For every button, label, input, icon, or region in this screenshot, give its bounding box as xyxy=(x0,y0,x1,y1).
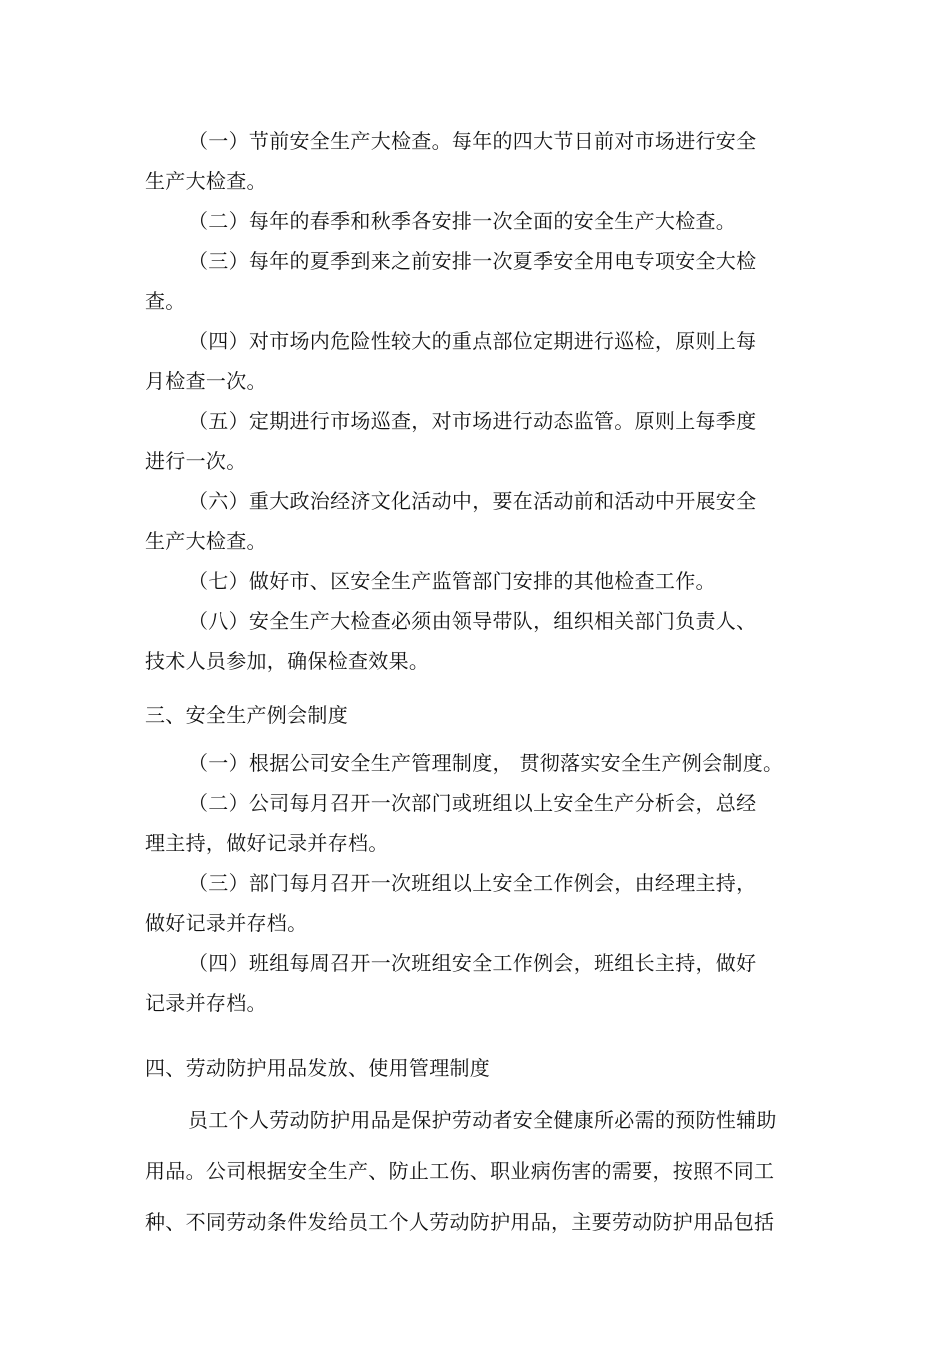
paragraph-line: （一）节前安全生产大检查。每年的四大节日前对市场进行安全 xyxy=(188,129,757,153)
paragraph-line: （五）定期进行市场巡查，对市场进行动态监管。原则上每季度 xyxy=(188,409,757,433)
paragraph-line: 记录并存档。 xyxy=(145,991,267,1015)
paragraph-line: （八）安全生产大检查必须由领导带队，组织相关部门负责人、 xyxy=(188,609,757,633)
paragraph-line: （四）班组每周召开一次班组安全工作例会，班组长主持，做好 xyxy=(188,951,757,975)
paragraph-line: 月检查一次。 xyxy=(145,369,267,393)
paragraph-line: 做好记录并存档。 xyxy=(145,911,308,935)
paragraph-line: （七）做好市、区安全生产监管部门安排的其他检查工作。 xyxy=(188,569,716,593)
paragraph-line: （一）根据公司安全生产管理制度， 贯彻落实安全生产例会制度。 xyxy=(188,751,784,775)
paragraph-line: （二）公司每月召开一次部门或班组以上安全生产分析会，总经 xyxy=(188,791,757,815)
paragraph-line: 查。 xyxy=(145,289,186,313)
paragraph-line: 进行一次。 xyxy=(145,449,247,473)
section-heading: 三、安全生产例会制度 xyxy=(145,703,348,727)
paragraph-line: 生产大检查。 xyxy=(145,169,267,193)
paragraph-line: 种、不同劳动条件发给员工个人劳动防护用品，主要劳动防护用品包括 xyxy=(145,1210,775,1234)
paragraph-line: 理主持，做好记录并存档。 xyxy=(145,831,389,855)
paragraph-line: （三）每年的夏季到来之前安排一次夏季安全用电专项安全大检 xyxy=(188,249,757,273)
paragraph-line: （四）对市场内危险性较大的重点部位定期进行巡检，原则上每 xyxy=(188,329,757,353)
paragraph-line: （三）部门每月召开一次班组以上安全工作例会，由经理主持， xyxy=(188,871,757,895)
paragraph-line: （六）重大政治经济文化活动中，要在活动前和活动中开展安全 xyxy=(188,489,757,513)
paragraph-line: 生产大检查。 xyxy=(145,529,267,553)
paragraph-line: 员工个人劳动防护用品是保护劳动者安全健康所必需的预防性辅助 xyxy=(188,1108,777,1132)
paragraph-line: 用品。公司根据安全生产、防止工伤、职业病伤害的需要，按照不同工 xyxy=(145,1159,775,1183)
section-heading: 四、劳动防护用品发放、使用管理制度 xyxy=(145,1056,491,1080)
paragraph-line: 技术人员参加，确保检查效果。 xyxy=(145,649,430,673)
paragraph-line: （二）每年的春季和秋季各安排一次全面的安全生产大检查。 xyxy=(188,209,737,233)
